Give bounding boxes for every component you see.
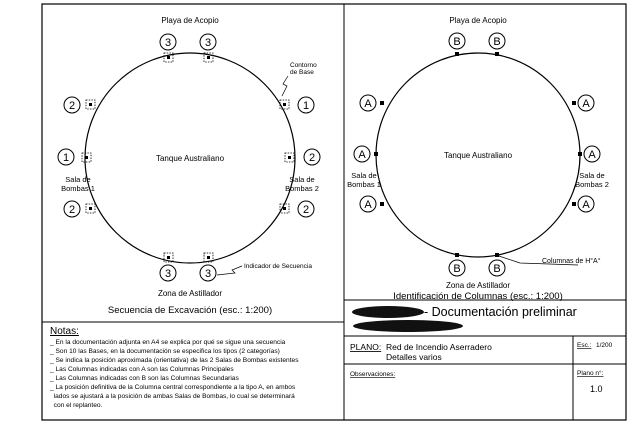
column-letter: B xyxy=(453,263,461,275)
sequence-number: 2 xyxy=(302,204,310,216)
right-pump1-line2: Bombas 1 xyxy=(347,180,381,189)
left-top-label: Playa de Acopio xyxy=(161,16,219,25)
note-line: con el replanteo. xyxy=(50,402,103,409)
note-line: _ En la documentación adjunta en A4 se explica por qué se sigue una secuencia xyxy=(50,339,286,346)
right-top-label: Playa de Acopio xyxy=(449,16,507,25)
column-letter: A xyxy=(364,98,372,110)
sequence-number: 1 xyxy=(302,100,310,112)
column-square xyxy=(380,101,384,105)
left-pump1-line1: Sala de xyxy=(65,175,91,184)
plano-title-line2: Detalles varios xyxy=(386,352,442,362)
sequence-number: 3 xyxy=(164,37,172,49)
notes-title: Notas: xyxy=(50,326,79,337)
sequence-number: 3 xyxy=(164,268,172,280)
scale-label: Esc.: xyxy=(577,342,592,349)
document-banner: - Documentación preliminar xyxy=(424,305,577,319)
sequence-number: 1 xyxy=(62,152,70,164)
plano-label: PLANO: xyxy=(350,342,382,352)
column-square xyxy=(495,52,499,56)
column-letter: A xyxy=(358,149,366,161)
column-letter: B xyxy=(493,263,501,275)
observations-label: Observaciones: xyxy=(350,371,396,378)
column-letter: A xyxy=(582,199,590,211)
column-square xyxy=(374,152,378,156)
left-pump2-line2: Bombas 2 xyxy=(285,184,319,193)
sequence-number: 2 xyxy=(308,152,316,164)
left-plan-caption: Secuencia de Excavación (esc.: 1:200) xyxy=(107,305,273,316)
contour-annotation-line2: de Base xyxy=(290,69,314,76)
note-line: _ Las Columnas indicadas con B son las Columnas Secundarias xyxy=(50,375,239,382)
right-plan-caption: Identificación de Columnas (esc.: 1:200) xyxy=(393,291,563,302)
sequence-number: 2 xyxy=(68,100,76,112)
left-plan xyxy=(58,16,320,316)
columns-annotation: Columnas de H°A° xyxy=(542,258,601,265)
note-line: _ Son 10 las Bases, en la documentación se especifica los tipos (2 categorías) xyxy=(50,348,280,355)
right-plan xyxy=(347,16,609,302)
column-letter: B xyxy=(493,36,501,48)
plano-number-label: Plano n°: xyxy=(577,370,604,377)
right-pump2-line2: Bombas 2 xyxy=(575,180,609,189)
note-line: _ La posición definitiva de la Columna central correspondiente a la tipo A, en ambos xyxy=(50,384,296,391)
sequence-number: 2 xyxy=(68,204,76,216)
contour-annotation-line1: Contorno xyxy=(290,62,317,69)
contour-leader xyxy=(282,76,288,96)
sequence-number: 3 xyxy=(204,37,212,49)
column-square xyxy=(455,253,459,257)
sequence-leader xyxy=(217,266,242,275)
right-pump2-line1: Sala de xyxy=(579,171,605,180)
left-bottom-label: Zona de Astillador xyxy=(157,289,223,298)
column-letter: A xyxy=(582,98,590,110)
right-pump1-line1: Sala de xyxy=(351,171,377,180)
column-square xyxy=(495,253,499,257)
column-square xyxy=(455,52,459,56)
note-line: _ Las Columnas indicadas con A son las Columnas Principales xyxy=(50,366,234,373)
scale-value: 1/200 xyxy=(596,342,613,349)
right-bottom-label: Zona de Astillador xyxy=(445,281,511,290)
column-letter: B xyxy=(453,36,461,48)
column-square xyxy=(572,101,576,105)
left-tank-label: Tanque Australiano xyxy=(155,154,225,163)
column-letter: A xyxy=(588,149,596,161)
left-pump1-line2: Bombas 1 xyxy=(61,184,95,193)
left-pump2-line1: Sala de xyxy=(289,175,315,184)
right-tank-label: Tanque Australiano xyxy=(443,151,513,160)
sequence-annotation: Indicador de Secuencia xyxy=(244,263,312,270)
plano-number-value: 1.0 xyxy=(590,384,603,394)
note-line: _ Se indica la posición aproximada (orientativa) de las 2 Salas de Bombas existentes xyxy=(50,357,299,364)
plano-title-line1: Red de Incendio Aserradero xyxy=(386,342,492,352)
notes-block xyxy=(49,326,299,409)
title-block xyxy=(344,300,626,420)
note-line: lados se ajustará a la posición de ambas Salas de Bombas, lo cual se determinará xyxy=(50,393,295,400)
column-square xyxy=(380,202,384,206)
column-square xyxy=(578,152,582,156)
sequence-number: 3 xyxy=(204,268,212,280)
column-square xyxy=(572,202,576,206)
column-letter: A xyxy=(364,199,372,211)
